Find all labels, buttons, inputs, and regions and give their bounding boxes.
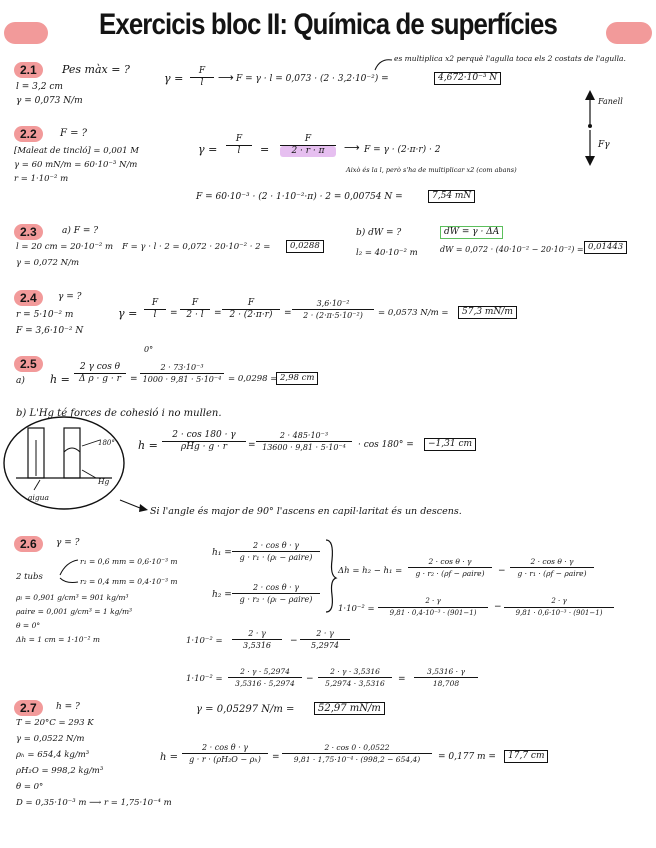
e27-data-1: T = 20°C = 293 K (16, 718, 94, 728)
e26-dh1-num: 2 · cos θ · γ (408, 556, 492, 568)
e26-dh2-num: 2 · cos θ · γ (510, 556, 594, 568)
e21-fraction (190, 66, 214, 89)
e23-data-b: l₂ = 40·10⁻² m (356, 248, 418, 258)
e21-force-top: Fanell (598, 97, 623, 106)
e25-fraction-b (140, 362, 224, 385)
e26-data-1: ρₗ = 0,901 g/cm³ = 901 kg/m³ (16, 593, 129, 602)
page-title: Exercicis bloc II: Química de superfícies (98, 8, 558, 41)
e25-fracc-den: ρHg · g · r (180, 442, 228, 452)
e25-fracb-num: 2 · 73·10⁻³ (140, 362, 224, 374)
e25-fraca-den: Δ ρ · g · r (79, 374, 121, 384)
e25-angle: 0° (144, 345, 154, 354)
e26-h2-num: 2 · cos θ · γ (232, 582, 320, 594)
e21-frac-den: l (200, 78, 204, 88)
e26-s3a-num: 2 · γ · 5,2974 (228, 666, 302, 678)
e24-eq-2: = (214, 308, 222, 318)
e23-question-a: a) F = ? (62, 226, 99, 236)
exercise-tag-2-3: 2.3 (14, 224, 43, 240)
e26-dh-minus: − (498, 566, 506, 576)
e26-s1b-den: 9,81 · 0,6·10⁻³ · (901−1) (515, 609, 603, 617)
e22-lhs: γ = (198, 143, 218, 156)
e27-frac2-num: 2 · cos 0 · 0,0522 (282, 742, 432, 754)
e23-formula-b: dW = γ · ΔA (440, 226, 503, 239)
e22-fraction-1 (226, 134, 252, 157)
e22-data-1: [Maleat de tincló] = 0,001 M (14, 146, 139, 156)
e22-rhs: F = γ · (2·π·r) · 2 (364, 145, 441, 155)
e25-fraca-num: 2 γ cos θ (74, 362, 126, 374)
e24-frac2-num: F (180, 298, 210, 310)
e24-eq-1: = (170, 308, 178, 318)
e25-fraction-d (256, 430, 352, 453)
e24-frac1-num: F (144, 298, 166, 310)
e26-s2b-den: 5,2974 (311, 641, 339, 650)
e26-s3b-den: 5,2974 · 3,5316 (325, 679, 385, 688)
e22-data-3: r = 1·10⁻² m (14, 174, 69, 184)
e27-data-6: D = 0,35·10⁻³ m ⟶ r = 1,75·10⁻⁴ m (16, 798, 172, 808)
e24-frac3-num: F (222, 298, 280, 310)
e21-gamma: γ = (164, 72, 184, 85)
e25-eq-a: = (130, 374, 138, 384)
e26-h1-den: g · r₁ · (ρₗ − ρaire) (239, 553, 313, 562)
e22-question: F = ? (60, 128, 88, 139)
exercise-tag-2-4: 2.4 (14, 290, 43, 306)
e22-fraction-2 (280, 134, 336, 157)
e27-data-3: ρₕ = 654,4 kg/m³ (16, 750, 90, 760)
e24-eq-3: = (284, 308, 292, 318)
e23-equation-b: dW = 0,072 · (40·10⁻² − 20·10⁻²) = (440, 245, 584, 254)
exercise-tag-2-5: 2.5 (14, 356, 43, 372)
e27-lhs: h = (160, 752, 178, 763)
e23-data-2: γ = 0,072 N/m (16, 258, 80, 268)
e26-step3-fraction-a (228, 666, 302, 689)
e26-s2a-den: 3,5316 (243, 641, 271, 650)
e27-question: h = ? (56, 702, 80, 712)
e25-eq-b: = (248, 440, 256, 450)
e26-step2-lhs: 1·10⁻² = (186, 636, 223, 646)
e26-h1-lhs: h₁ = (212, 548, 232, 558)
e26-step2-minus: − (290, 636, 298, 646)
e27-fraction-2 (282, 742, 432, 765)
e27-data-5: θ = 0° (16, 782, 44, 792)
e24-frac3-den: 2 · (2·π·r) (229, 310, 273, 320)
e21-note: es multiplica x2 perquè l'agulla toca els 2 costats de l'agulla. (394, 54, 626, 63)
e24-frac1-den: l (153, 310, 157, 320)
e25-fracd-num: 2 · 485·10⁻³ (256, 430, 352, 442)
e22-note: Això és la l, però s'ha de multiplicar x2 (com abans) (346, 166, 517, 174)
e26-dh-fraction-1 (408, 556, 492, 579)
e25-label-water: aigua (28, 493, 49, 502)
e26-s2a-num: 2 · γ (232, 628, 282, 640)
e25-fraction-a (74, 362, 126, 385)
e25-result-b: −1,31 cm (424, 438, 476, 451)
e25-fraction-c (162, 430, 246, 453)
e26-h1-num: 2 · cos θ · γ (232, 540, 320, 552)
e26-step3-fraction-b (318, 666, 392, 689)
e26-s3b-num: 2 · γ · 3,5316 (318, 666, 392, 678)
e22-arrow: ⟶ (344, 141, 360, 154)
e22-result: 7,54 mN (428, 190, 475, 203)
e26-data-4: Δh = 1 cm = 1·10⁻² m (16, 635, 100, 644)
e26-step3-minus: − (306, 674, 314, 684)
e25-result-a: 2,98 cm (276, 372, 318, 385)
e24-fraction-2 (180, 298, 210, 321)
e25-note: Si l'angle és major de 90° l'ascens en capil·laritat és un descens. (150, 506, 462, 517)
e24-equation: = 0,0573 N/m = (378, 308, 449, 318)
e24-frac4-den: 2 · (2·π·5·10⁻²) (303, 311, 363, 320)
e25-label-hg: Hg (98, 477, 110, 486)
e27-data-4: ρH₂O = 998,2 kg/m³ (16, 766, 104, 776)
e26-step1-fraction-a (378, 596, 488, 619)
e25-fracd-den: 13600 · 9,81 · 5·10⁻⁴ (262, 443, 346, 452)
e25-label-deg: 180° (98, 439, 115, 447)
e25-lhs-b: h = (138, 439, 158, 452)
e22-equals: = (260, 143, 270, 156)
e26-step3-lhs: 1·10⁻² = (186, 674, 223, 684)
e26-result: 52,97 mN/m (314, 702, 385, 715)
e26-equation: γ = 0,05297 N/m = (196, 704, 295, 715)
e24-frac4-num: 3,6·10⁻² (292, 298, 374, 310)
e27-fraction-1 (182, 742, 268, 765)
e22-frac2-num: F (280, 134, 336, 146)
e21-equation: F = γ · l = 0,073 · (2 · 3,2·10⁻²) = (236, 74, 389, 84)
e26-step3-fraction-c (414, 666, 478, 689)
e26-dh1-den: g · r₂ · (ρf − ρaire) (415, 569, 485, 578)
e27-frac2-den: 9,81 · 1,75·10⁻⁴ · (998,2 − 654,4) (293, 755, 421, 764)
e26-dh: Δh = h₂ − h₁ = (338, 566, 403, 576)
e27-equation: = 0,177 m = (438, 752, 496, 762)
e23-equation-a: F = γ · l · 2 = 0,072 · 20·10⁻² · 2 = (122, 242, 271, 252)
e24-frac2-den: 2 · l (186, 310, 204, 320)
e22-equation: F = 60·10⁻³ · (2 · 1·10⁻²·π) · 2 = 0,00754 N = (196, 192, 403, 202)
e25-lhs-a: h = (50, 373, 70, 386)
e26-question: γ = ? (56, 538, 80, 548)
exercise-tag-2-2: 2.2 (14, 126, 43, 142)
exercise-tag-2-7: 2.7 (14, 700, 43, 716)
e26-r1: r₁ = 0,6 mm = 0,6·10⁻³ m (80, 557, 178, 566)
e21-data-1: l = 3,2 cm (16, 82, 63, 92)
e26-s2b-num: 2 · γ (300, 628, 350, 640)
e24-result: 57,3 mN/m (458, 306, 517, 319)
e25-equation-a: = 0,0298 = (228, 374, 278, 384)
e26-s3c-num: 3,5316 · γ (414, 666, 478, 678)
e26-step3-eq: = (398, 674, 406, 684)
e27-frac1-num: 2 · cos θ · γ (182, 742, 268, 754)
e25-fracc-num: 2 · cos 180 · γ (162, 430, 246, 442)
e26-dh-fraction-2 (510, 556, 594, 579)
e21-arrow: ⟶ (218, 71, 234, 84)
e22-frac1-num: F (226, 134, 252, 146)
e21-result: 4,672·10⁻³ N (434, 72, 501, 85)
e24-fraction-1 (144, 298, 166, 321)
e26-h2-den: g · r₂ · (ρₗ − ρaire) (239, 595, 313, 604)
e26-step1-lhs: 1·10⁻² = (338, 604, 375, 614)
e23-result-a: 0,0288 (286, 240, 324, 253)
e24-fraction-4 (292, 298, 374, 321)
e26-h1-fraction (232, 540, 320, 563)
e25-fracb-den: 1000 · 9,81 · 5·10⁻⁴ (142, 375, 222, 384)
e26-step1-fraction-b (504, 596, 614, 619)
e26-step2-fraction-b (300, 628, 350, 651)
e21-force-bottom: Fγ (598, 140, 610, 150)
e21-question: Pes màx = ? (62, 63, 130, 76)
e24-data-1: r = 5·10⁻² m (16, 310, 74, 320)
e26-h2-lhs: h₂ = (212, 590, 232, 600)
e27-result: 17,7 cm (504, 750, 548, 763)
e26-r2: r₂ = 0,4 mm = 0,4·10⁻³ m (80, 577, 178, 586)
e26-s1a-num: 2 · γ (378, 596, 488, 608)
e24-fraction-3 (222, 298, 280, 321)
e26-s1b-num: 2 · γ (504, 596, 614, 608)
e25-part-b: b) L'Hg té forces de cohesió i no mullen. (16, 408, 222, 419)
e23-question-b: b) dW = ? (356, 228, 402, 238)
exercise-tag-2-6: 2.6 (14, 536, 43, 552)
e22-frac2-den: 2 · r · π (280, 146, 336, 157)
e26-step2-fraction-a (232, 628, 282, 651)
e22-data-2: γ = 60 mN/m = 60·10⁻³ N/m (14, 160, 138, 170)
e26-dh2-den: g · r₁ · (ρf − ρaire) (517, 569, 587, 578)
e24-lhs: γ = (118, 307, 138, 320)
e26-s3a-den: 3,5316 · 5,2974 (235, 679, 295, 688)
e27-data-2: γ = 0,0522 N/m (16, 734, 85, 744)
e25-part-a: a) (16, 376, 25, 386)
e23-result-b: 0,01443 (584, 241, 627, 254)
exercise-tag-2-1: 2.1 (14, 62, 43, 78)
e24-question: γ = ? (58, 292, 82, 302)
e27-frac1-den: g · r · (ρH₂O − ρₕ) (189, 755, 261, 764)
e27-eq: = (272, 752, 280, 762)
e26-data-3: θ = 0° (16, 621, 41, 630)
e25-cos: · cos 180° = (358, 440, 414, 450)
e26-tubs: 2 tubs (16, 572, 43, 582)
e24-data-2: F = 3,6·10⁻² N (16, 326, 84, 336)
e21-data-2: γ = 0,073 N/m (16, 96, 83, 106)
e21-frac-num: F (190, 66, 214, 78)
e26-s1a-den: 9,81 · 0,4·10⁻³ · (901−1) (389, 609, 477, 617)
e22-frac1-den: l (237, 146, 241, 156)
e26-h2-fraction (232, 582, 320, 605)
e26-data-2: ρaire = 0,001 g/cm³ = 1 kg/m³ (16, 607, 133, 616)
e26-step1-minus: − (494, 602, 502, 612)
e23-data-1: l = 20 cm = 20·10⁻² m (16, 242, 114, 252)
e26-s3c-den: 18,708 (432, 679, 460, 688)
